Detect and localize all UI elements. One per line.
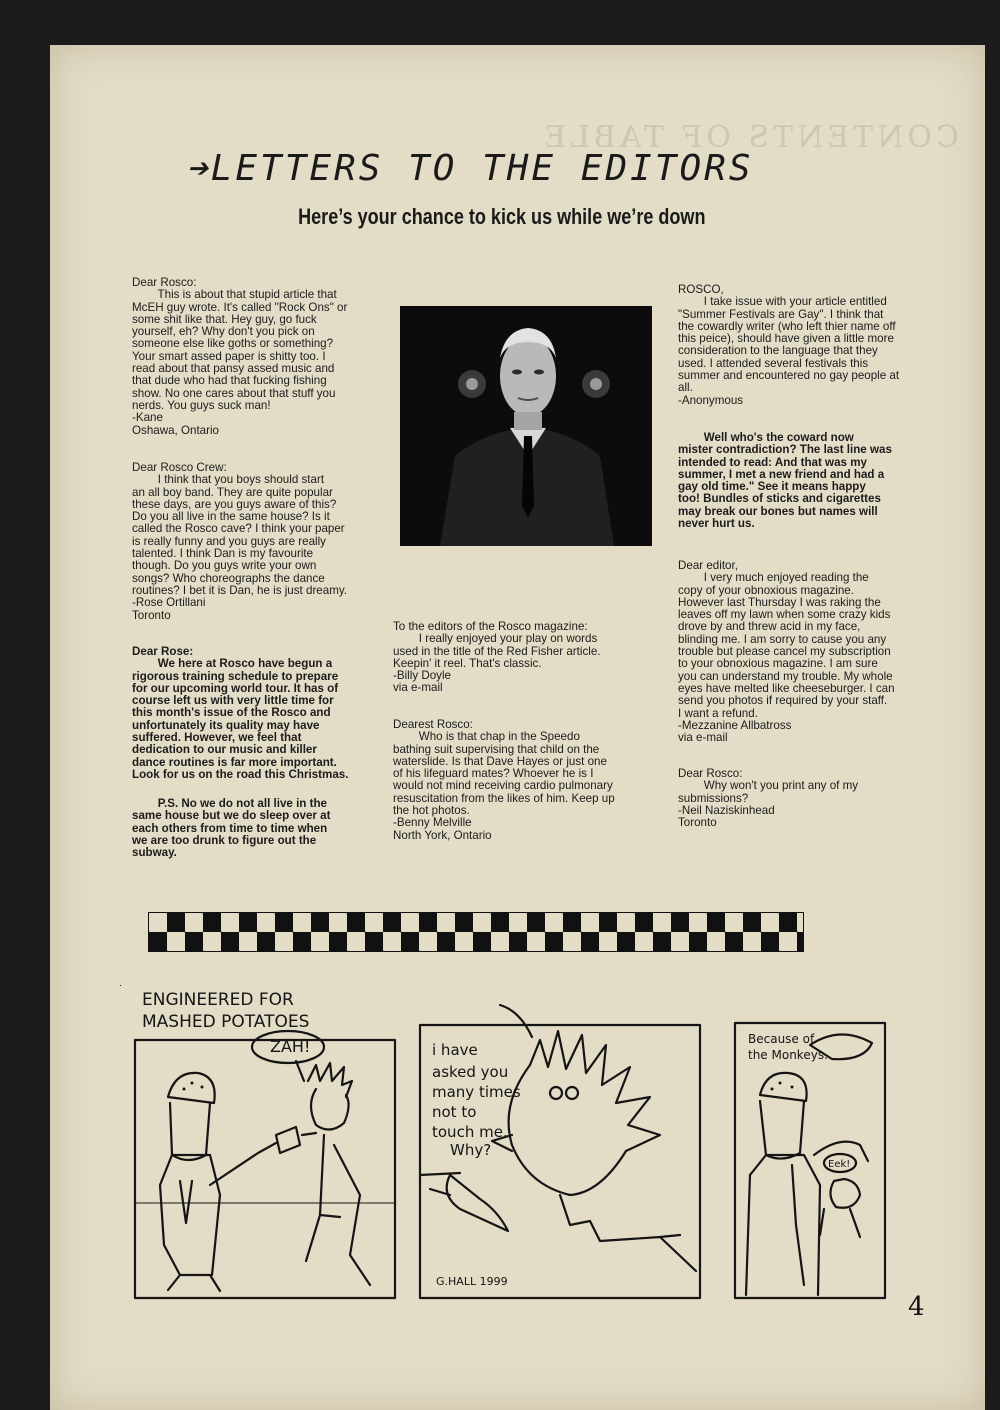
comic-panel-2-speech-line-5: touch me.: [432, 1123, 508, 1141]
reply-to-anonymous: Well who's the coward now mister contradiction? The last line was intended to read: And that was my summer, I met a new friend and had a gay old time." See it means happy too! Bundles of sticks and cigarettes may break our bones but names will never hurt us.: [678, 431, 892, 531]
letter-mezzanine-allbatross: Dear editor, I very much enjoyed reading the copy of your obnoxious magazine. However last Thursday I was raking the leaves off my lawn when some crazy kids drove by and threw acid in my face, blinding me. I am sorry to cause you any trouble but please cancel my subscription to your obnoxious magazine. I am sure you can understand my trouble. My whole eyes have melted like cheeseburger. I can send you photos if required by your staff. I want a refund. -Mezzanine Allbatross via e-mail: [678, 559, 895, 745]
page-number: 4: [908, 1292, 925, 1322]
comic-panel-2-speech-line-6: Why?: [450, 1141, 492, 1159]
page-title: ➔LETTERS TO THE EDITORS: [186, 148, 754, 189]
letter-rose: Dear Rosco Crew: I think that you boys should start an all boy band. They are quite popular these days, are you guys aware of this? Do you all live in the same house? Is it called the Rosco cave? I think your paper is really funny and you guys are really talented. I think Dan is my favourite though. Do you guys write your own songs? Who choreographs the dance routines? I bet it is Dan, he is just dreamy. -Rose Ortillani Toronto: [132, 461, 348, 622]
comic-title-line-2: MASHED POTATOES: [142, 1012, 310, 1032]
reply-postscript: P.S. No we do not all live in the same house but we do sleep over at each others from time to time when we are too drunk to figure out the subway.: [132, 797, 331, 860]
page-subtitle: Here’s your chance to kick us while we’re down: [298, 204, 706, 229]
letter-neil: Dear Rosco: Why won't you print any of my submissions? -Neil Naziskinhead Toronto: [678, 767, 859, 830]
comic-panel-1: [135, 1040, 395, 1298]
letter-billy-doyle: To the editors of the Rosco magazine: I really enjoyed your play on words used in the title of the Red Fisher article. Keepin' it reel. That's classic. -Billy Doyle via e-mail: [393, 620, 601, 695]
checkerboard-divider: [148, 912, 804, 952]
comic-panel-1-speech: ZAH!: [270, 1037, 311, 1056]
comic-signature: G.HALL 1999: [436, 1275, 508, 1288]
bleed-through-text: CONTENTS OF TABLE: [540, 120, 959, 155]
comic-panel-3-speech-line-1: Because of: [748, 1032, 815, 1046]
comic-panel-3: [735, 1023, 885, 1298]
letter-kane: Dear Rosco: This is about that stupid article that McEH guy wrote. It's called "Rock Ons" or some shit like that. Hey guy, go fuck yourself, eh? Why don't you pick on someone else like goths or something? Your smart assed paper is shitty too. I read about that pansy assed music and that dude who had that fucking fishing show. No one cares about that stuff you nerds. You guys suck man! -Kane Oshawa, Ontario: [132, 276, 348, 437]
letter-anonymous: ROSCO, I take issue with your article entitled "Summer Festivals are Gay". I think that the cowardly writer (who left thier name off this peice), should have given a little more consideration to the language that they used. I attended several festivals this summer and encountered no gay people at all. -Anonymous: [678, 283, 900, 407]
tall-man-portrait-icon: [400, 306, 652, 546]
comic-panel-2-speech-line-2: asked you: [432, 1063, 509, 1081]
letter-benny-melville: Dearest Rosco: Who is that chap in the Speedo bathing suit supervising that child on the waterslide. Is that Dave Hayes or just one of his lifeguard mates? Whoever he is I would not mind receiving cardio pulmonary resuscitation from the likes of him. Keep up the hot photos. -Benny Melville North York, Ontario: [393, 718, 615, 842]
comic-panel-2-speech-line-1: i have: [432, 1041, 478, 1059]
comic-panel-2-speech-line-4: not to: [432, 1103, 477, 1121]
reply-to-rose: Dear Rose: We here at Rosco have begun a rigorous training schedule to prepare for our upcoming world tour. It has of course left us with very little time for this month's issue of the Rosco and unfortunately its quality may have suffered. However, we feel that dedication to our music and killer dance routines is far more important. Look for us on the road this Christmas.: [132, 645, 349, 781]
comic-title-line-1: ENGINEERED FOR: [142, 990, 294, 1010]
comic-panel-3-speech-line-2: the Monkeys.: [748, 1048, 828, 1062]
comic-strip: [120, 985, 900, 1305]
portrait-photo: [400, 306, 652, 546]
comic-monkey-speech: Eek!: [828, 1159, 851, 1170]
comic-panel-2-speech-line-3: many times: [432, 1083, 521, 1101]
